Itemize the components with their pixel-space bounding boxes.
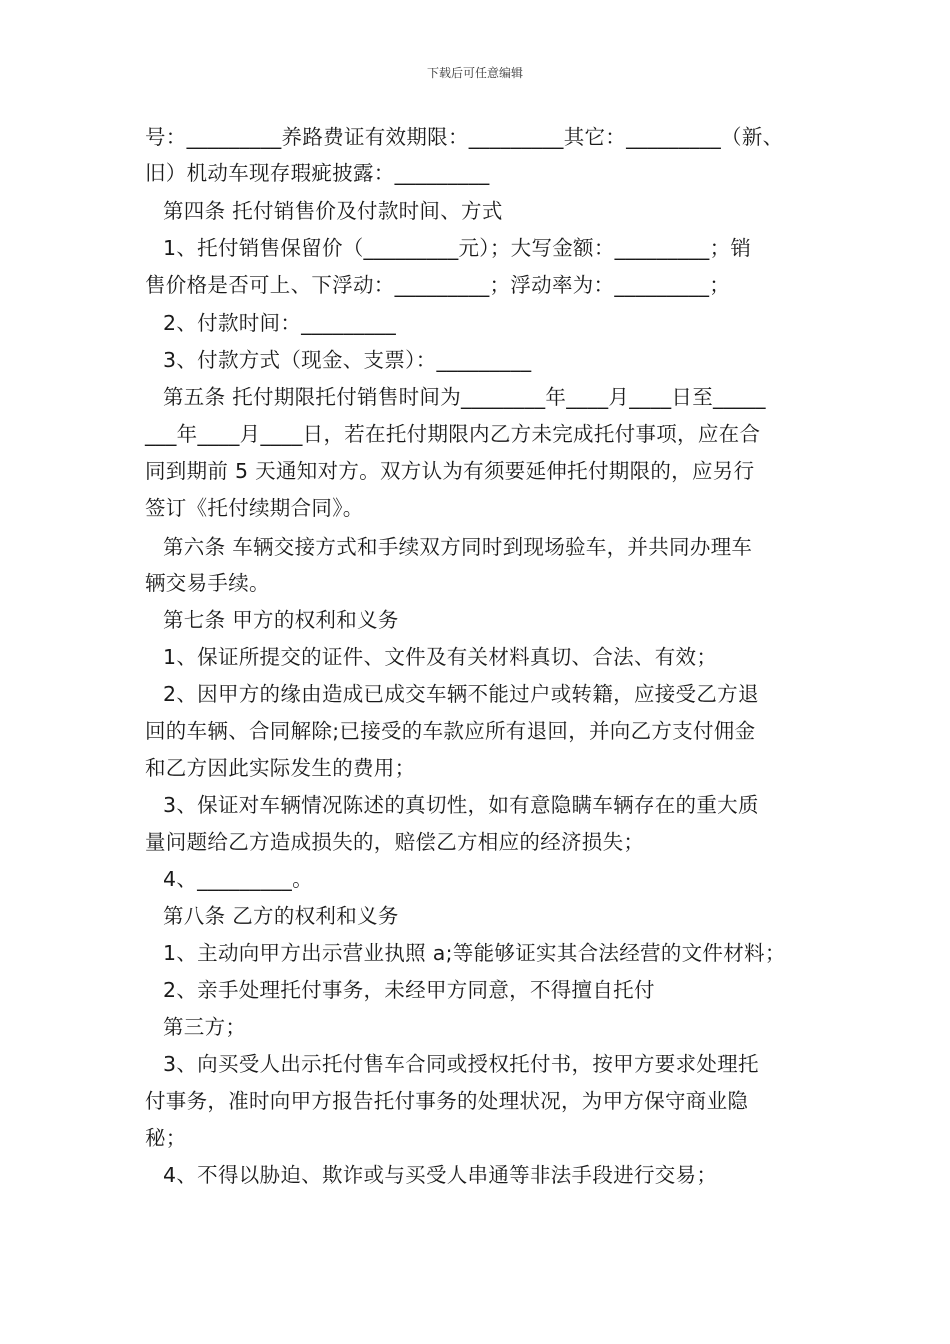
text-line: 第三方； — [163, 1015, 247, 1039]
text-line: 签订《托付续期合同》。 — [145, 496, 364, 520]
text-line: 3、向买受人出示托付售车合同或授权托付书，按甲方要求处理托 — [163, 1052, 759, 1076]
text-line: 1、主动向甲方出示营业执照 a;等能够证实其合法经营的文件材料； — [163, 941, 786, 965]
text-line: 4、不得以胁迫、欺诈或与买受人串通等非法手段进行交易； — [163, 1163, 718, 1187]
article-heading: 第六条 车辆交接方式和手续双方同时到现场验车，并共同办理车 — [163, 535, 753, 559]
text-line: 3、保证对车辆情况陈述的真切性，如有意隐瞒车辆存在的重大质 — [163, 793, 759, 817]
text-line: 4、_________。 — [163, 867, 313, 891]
text-line: 回的车辆、合同解除;已接受的车款应所有退回，并向乙方支付佣金 — [145, 719, 756, 743]
text-line: 和乙方因此实际发生的费用； — [145, 756, 416, 780]
text-line: 1、托付销售保留价（_________元）；大写金额：_________；销 — [163, 236, 752, 260]
text-line: 秘； — [145, 1126, 187, 1150]
text-line: 量问题给乙方造成损失的，赔偿乙方相应的经济损失； — [145, 830, 645, 854]
text-line: 同到期前 5 天通知对方。双方认为有须要延伸托付期限的，应另行 — [145, 459, 755, 483]
article-heading: 第五条 托付期限托付销售时间为________年____月____日至_____ — [163, 385, 766, 409]
page-header: 下载后可任意编辑 — [426, 66, 523, 80]
text-line: 1、保证所提交的证件、文件及有关材料真切、合法、有效； — [163, 645, 718, 669]
text-line: 2、付款时间：_________ — [163, 311, 397, 335]
text-line: 3、付款方式（现金、支票）：_________ — [163, 348, 532, 372]
text-line: 旧）机动车现存瑕疵披露：_________ — [145, 161, 490, 185]
text-line: ___年____月____日，若在托付期限内乙方未完成托付事项，应在合 — [145, 422, 761, 446]
article-heading: 第八条 乙方的权利和义务 — [163, 904, 399, 928]
text-line: 辆交易手续。 — [145, 571, 270, 595]
text-line: 付事务，准时向甲方报告托付事务的处理状况，为甲方保守商业隐 — [145, 1089, 749, 1113]
text-line: 2、因甲方的缘由造成已成交车辆不能过户或转籍，应接受乙方退 — [163, 682, 759, 706]
article-heading: 第七条 甲方的权利和义务 — [163, 608, 399, 632]
text-line: 2、亲手处理托付事务，未经甲方同意，不得擅自托付 — [163, 978, 655, 1002]
text-line: 售价格是否可上、下浮动：_________；浮动率为：_________； — [145, 273, 731, 297]
article-heading: 第四条 托付销售价及付款时间、方式 — [163, 199, 503, 223]
text-line: 号：_________养路费证有效期限：_________其它：_________（新、 — [145, 125, 784, 149]
